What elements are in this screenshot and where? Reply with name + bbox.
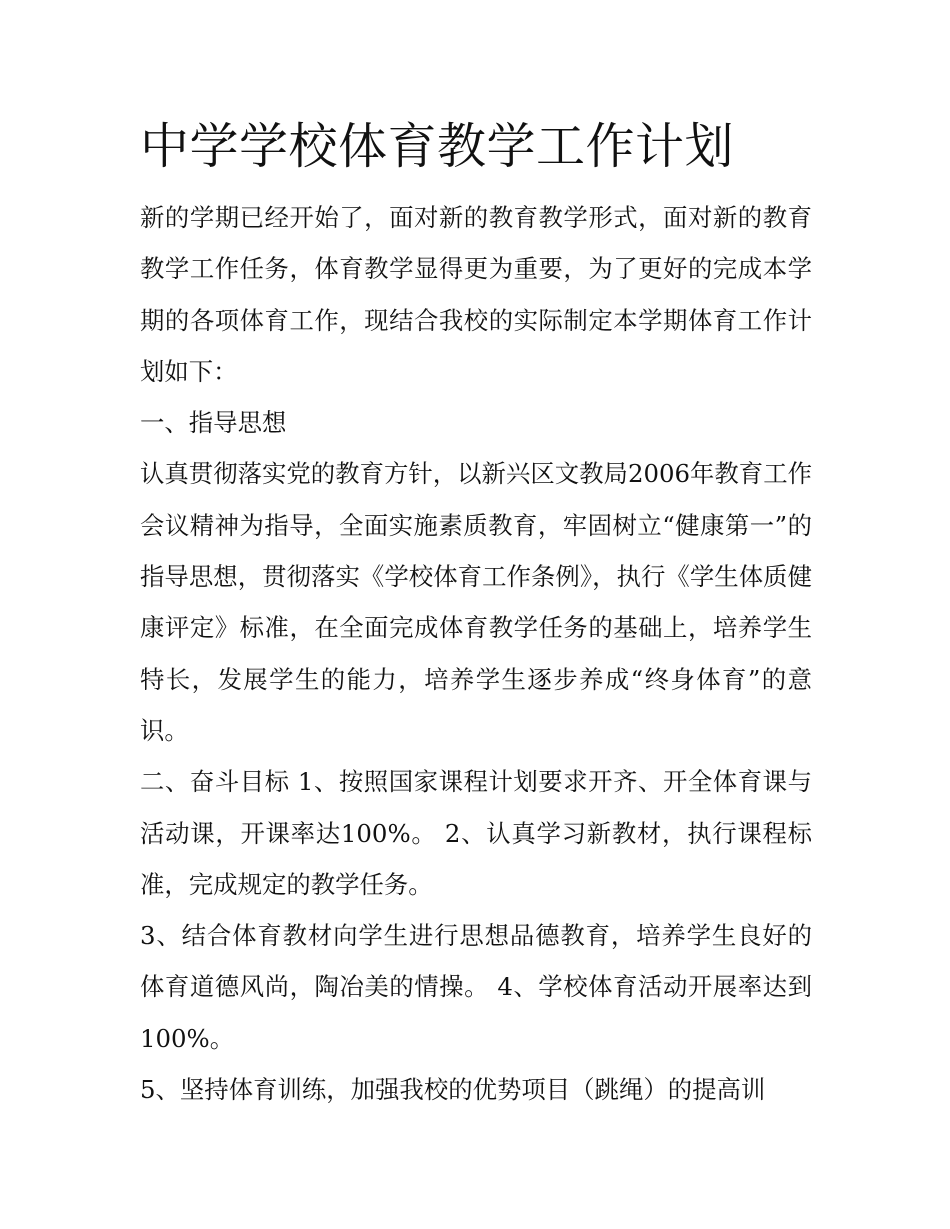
goals-item-3-4-paragraph: 3、结合体育教材向学生进行思想品德教育，培养学生良好的体育道德风尚，陶冶美的情操。 4、学校体育活动开展率达到100%。 [140, 921, 812, 1053]
guiding-thought-paragraph: 认真贯彻落实党的教育方针，以新兴区文教局2006年教育工作会议精神为指导，全面实施素质教育，牢固树立“健康第一”的指导思想，贯彻落实《学校体育工作条例》，执行《学生体质健康评定》标准，在全面完成体育教学任务的基础上，培养学生特长，发展学生的能力，培养学生逐步养成“终身体育”的意识。 [140, 459, 812, 745]
goals-paragraph: 二、奋斗目标 1、按照国家课程计划要求开齐、开全体育课与活动课，开课率达100%。 2、认真学习新教材，执行课程标准，完成规定的教学任务。 [140, 767, 812, 899]
goals-item-5-paragraph: 5、坚持体育训练，加强我校的优势项目（跳绳）的提高训 [140, 1075, 766, 1105]
document-content [140, 110, 812, 1115]
section-heading-guiding-thought: 一、指导思想 [140, 408, 287, 438]
document-title: 中学学校体育教学工作计划 [140, 118, 735, 175]
intro-paragraph: 新的学期已经开始了，面对新的教育教学形式，面对新的教育教学工作任务，体育教学显得更为重要，为了更好的完成本学期的各项体育工作，现结合我校的实际制定本学期体育工作计划如下： [140, 203, 812, 386]
